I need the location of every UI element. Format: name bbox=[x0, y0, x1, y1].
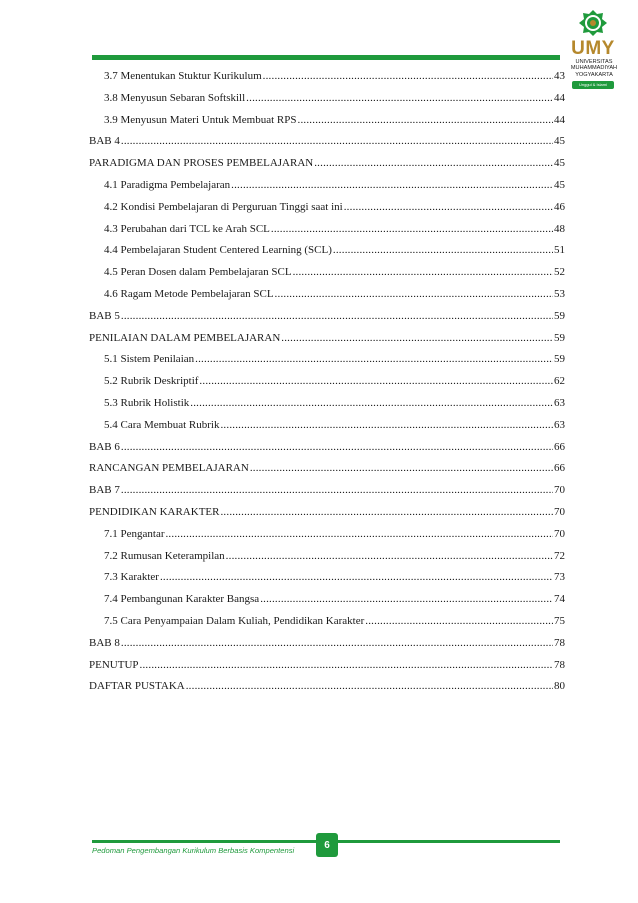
toc-entry-page: 59 bbox=[554, 309, 565, 322]
toc-entry[interactable] bbox=[89, 175, 565, 197]
toc-dot-leader bbox=[165, 524, 553, 546]
toc-dot-leader bbox=[298, 110, 554, 132]
toc-dot-leader bbox=[140, 655, 553, 677]
toc-entry[interactable] bbox=[89, 415, 565, 437]
umy-emblem-icon bbox=[562, 8, 624, 38]
toc-entry-page: 53 bbox=[554, 287, 565, 300]
toc-dot-leader bbox=[271, 219, 553, 241]
toc-entry-title: BAB 6 bbox=[89, 440, 120, 453]
toc-entry-title: BAB 5 bbox=[89, 309, 120, 322]
page-number-badge: 6 bbox=[316, 833, 338, 857]
toc-entry-page: 78 bbox=[554, 658, 565, 671]
toc-entry[interactable] bbox=[89, 589, 565, 611]
toc-entry-title: BAB 7 bbox=[89, 484, 120, 497]
toc-dot-leader bbox=[121, 633, 553, 655]
toc-entry-title: BAB 8 bbox=[89, 636, 120, 649]
header-rule bbox=[92, 55, 560, 60]
toc-entry-title: 3.8 Menyusun Sebaran Softskill bbox=[104, 91, 246, 104]
toc-entry[interactable] bbox=[89, 655, 565, 677]
toc-entry-page: 45 bbox=[554, 135, 565, 148]
toc-entry[interactable] bbox=[89, 371, 565, 393]
toc-dot-leader bbox=[121, 480, 553, 502]
toc-entry[interactable] bbox=[89, 633, 565, 655]
logo-subtitle: UNIVERSITAS MUHAMMADIYAH YOGYAKARTA bbox=[570, 59, 618, 78]
toc-entry[interactable] bbox=[89, 262, 565, 284]
toc-entry-title: 5.4 Cara Membuat Rubrik bbox=[104, 418, 220, 431]
toc-dot-leader bbox=[186, 676, 553, 698]
footer-title: Pedoman Pengembangan Kurikulum Berbasis Kompentensi bbox=[92, 846, 295, 855]
toc-entry[interactable] bbox=[89, 219, 565, 241]
toc-entry-page: 80 bbox=[554, 680, 565, 693]
toc-entry-page: 59 bbox=[554, 331, 565, 344]
table-of-contents bbox=[89, 66, 565, 698]
toc-entry[interactable] bbox=[89, 524, 565, 546]
toc-dot-leader bbox=[293, 262, 553, 284]
toc-entry[interactable] bbox=[89, 567, 565, 589]
toc-entry-page: 74 bbox=[554, 593, 565, 606]
toc-dot-leader bbox=[160, 567, 553, 589]
toc-dot-leader bbox=[344, 197, 553, 219]
toc-entry-title: 7.4 Pembangunan Karakter Bangsa bbox=[104, 593, 260, 606]
toc-dot-leader bbox=[250, 458, 553, 480]
toc-entry-page: 70 bbox=[554, 484, 565, 497]
toc-entry-page: 45 bbox=[554, 178, 565, 191]
toc-entry-page: 72 bbox=[554, 549, 565, 562]
toc-entry-page: 43 bbox=[554, 70, 565, 82]
toc-dot-leader bbox=[263, 66, 553, 88]
toc-entry-page: 66 bbox=[554, 440, 565, 453]
university-logo bbox=[562, 8, 624, 100]
toc-entry-title: 4.1 Paradigma Pembelajaran bbox=[104, 178, 231, 191]
toc-entry[interactable] bbox=[89, 131, 565, 153]
toc-entry-title: 4.2 Kondisi Pembelajaran di Perguruan Tinggi saat ini bbox=[104, 200, 343, 213]
toc-entry-page: 73 bbox=[554, 571, 565, 584]
toc-entry-title: 4.3 Perubahan dari TCL ke Arah SCL bbox=[104, 222, 270, 235]
toc-entry[interactable] bbox=[89, 197, 565, 219]
toc-dot-leader bbox=[220, 415, 553, 437]
toc-entry[interactable] bbox=[89, 502, 565, 524]
toc-dot-leader bbox=[246, 88, 553, 110]
toc-entry[interactable] bbox=[89, 306, 565, 328]
logo-tagline: Unggul & Islami bbox=[572, 81, 614, 89]
toc-entry[interactable] bbox=[89, 349, 565, 371]
toc-entry-title: PENDIDIKAN KARAKTER bbox=[89, 505, 220, 518]
toc-entry-page: 63 bbox=[554, 418, 565, 431]
toc-entry-title: 7.3 Karakter bbox=[104, 571, 159, 584]
toc-entry[interactable] bbox=[89, 240, 565, 262]
toc-dot-leader bbox=[220, 502, 553, 524]
toc-entry-title: PARADIGMA DAN PROSES PEMBELAJARAN bbox=[89, 157, 314, 170]
toc-dot-leader bbox=[314, 153, 553, 175]
toc-entry[interactable] bbox=[89, 66, 565, 88]
toc-entry-title: PENUTUP bbox=[89, 658, 139, 671]
toc-entry-page: 70 bbox=[554, 505, 565, 518]
toc-dot-leader bbox=[121, 306, 553, 328]
toc-entry-page: 51 bbox=[554, 244, 565, 257]
toc-dot-leader bbox=[226, 546, 553, 568]
toc-dot-leader bbox=[121, 131, 553, 153]
toc-entry-title: 4.5 Peran Dosen dalam Pembelajaran SCL bbox=[104, 266, 292, 279]
toc-entry-title: 5.2 Rubrik Deskriptif bbox=[104, 375, 199, 388]
toc-entry[interactable] bbox=[89, 437, 565, 459]
toc-dot-leader bbox=[333, 240, 553, 262]
toc-entry-title: 7.5 Cara Penyampaian Dalam Kuliah, Pendidikan Karakter bbox=[104, 614, 365, 627]
toc-dot-leader bbox=[275, 284, 553, 306]
toc-dot-leader bbox=[190, 393, 553, 415]
toc-dot-leader bbox=[365, 611, 553, 633]
toc-entry[interactable] bbox=[89, 153, 565, 175]
toc-entry[interactable] bbox=[89, 676, 565, 698]
toc-dot-leader bbox=[281, 328, 553, 350]
toc-entry-title: 7.1 Pengantar bbox=[104, 527, 165, 540]
toc-entry-page: 70 bbox=[554, 527, 565, 540]
toc-entry-title: PENILAIAN DALAM PEMBELAJARAN bbox=[89, 331, 281, 344]
toc-entry-page: 48 bbox=[554, 222, 565, 235]
logo-name: UMY bbox=[571, 38, 615, 59]
toc-dot-leader bbox=[199, 371, 553, 393]
toc-entry-title: DAFTAR PUSTAKA bbox=[89, 680, 185, 693]
toc-entry[interactable] bbox=[89, 546, 565, 568]
toc-entry-page: 46 bbox=[554, 200, 565, 213]
toc-entry[interactable] bbox=[89, 328, 565, 350]
toc-entry-page: 75 bbox=[554, 614, 565, 627]
toc-entry-page: 63 bbox=[554, 396, 565, 409]
toc-entry[interactable] bbox=[89, 284, 565, 306]
toc-entry-title: 7.2 Rumusan Keterampilan bbox=[104, 549, 225, 562]
toc-entry-title: 4.4 Pembelajaran Student Centered Learning (SCL) bbox=[104, 244, 332, 257]
toc-entry-page: 44 bbox=[554, 91, 565, 104]
toc-entry[interactable] bbox=[89, 480, 565, 502]
toc-entry[interactable] bbox=[89, 110, 565, 132]
toc-entry-title: RANCANGAN PEMBELAJARAN bbox=[89, 462, 249, 475]
toc-entry-page: 59 bbox=[554, 353, 565, 366]
toc-entry-page: 78 bbox=[554, 636, 565, 649]
toc-dot-leader bbox=[260, 589, 553, 611]
toc-dot-leader bbox=[231, 175, 553, 197]
toc-entry-title: 3.9 Menyusun Materi Untuk Membuat RPS bbox=[104, 113, 297, 126]
toc-entry-title: 4.6 Ragam Metode Pembelajaran SCL bbox=[104, 287, 274, 300]
toc-entry-title: 5.1 Sistem Penilaian bbox=[104, 353, 195, 366]
toc-entry-title: 3.7 Menentukan Stuktur Kurikulum bbox=[104, 70, 262, 82]
toc-entry-page: 44 bbox=[554, 113, 565, 126]
toc-entry[interactable] bbox=[89, 88, 565, 110]
toc-entry-page: 62 bbox=[554, 375, 565, 388]
toc-entry[interactable] bbox=[89, 611, 565, 633]
toc-dot-leader bbox=[121, 437, 553, 459]
toc-entry-page: 52 bbox=[554, 266, 565, 279]
toc-entry-page: 45 bbox=[554, 157, 565, 170]
toc-dot-leader bbox=[195, 349, 553, 371]
toc-entry[interactable] bbox=[89, 393, 565, 415]
toc-entry-title: 5.3 Rubrik Holistik bbox=[104, 396, 190, 409]
toc-entry[interactable] bbox=[89, 458, 565, 480]
toc-entry-title: BAB 4 bbox=[89, 135, 120, 148]
toc-entry-page: 66 bbox=[554, 462, 565, 475]
